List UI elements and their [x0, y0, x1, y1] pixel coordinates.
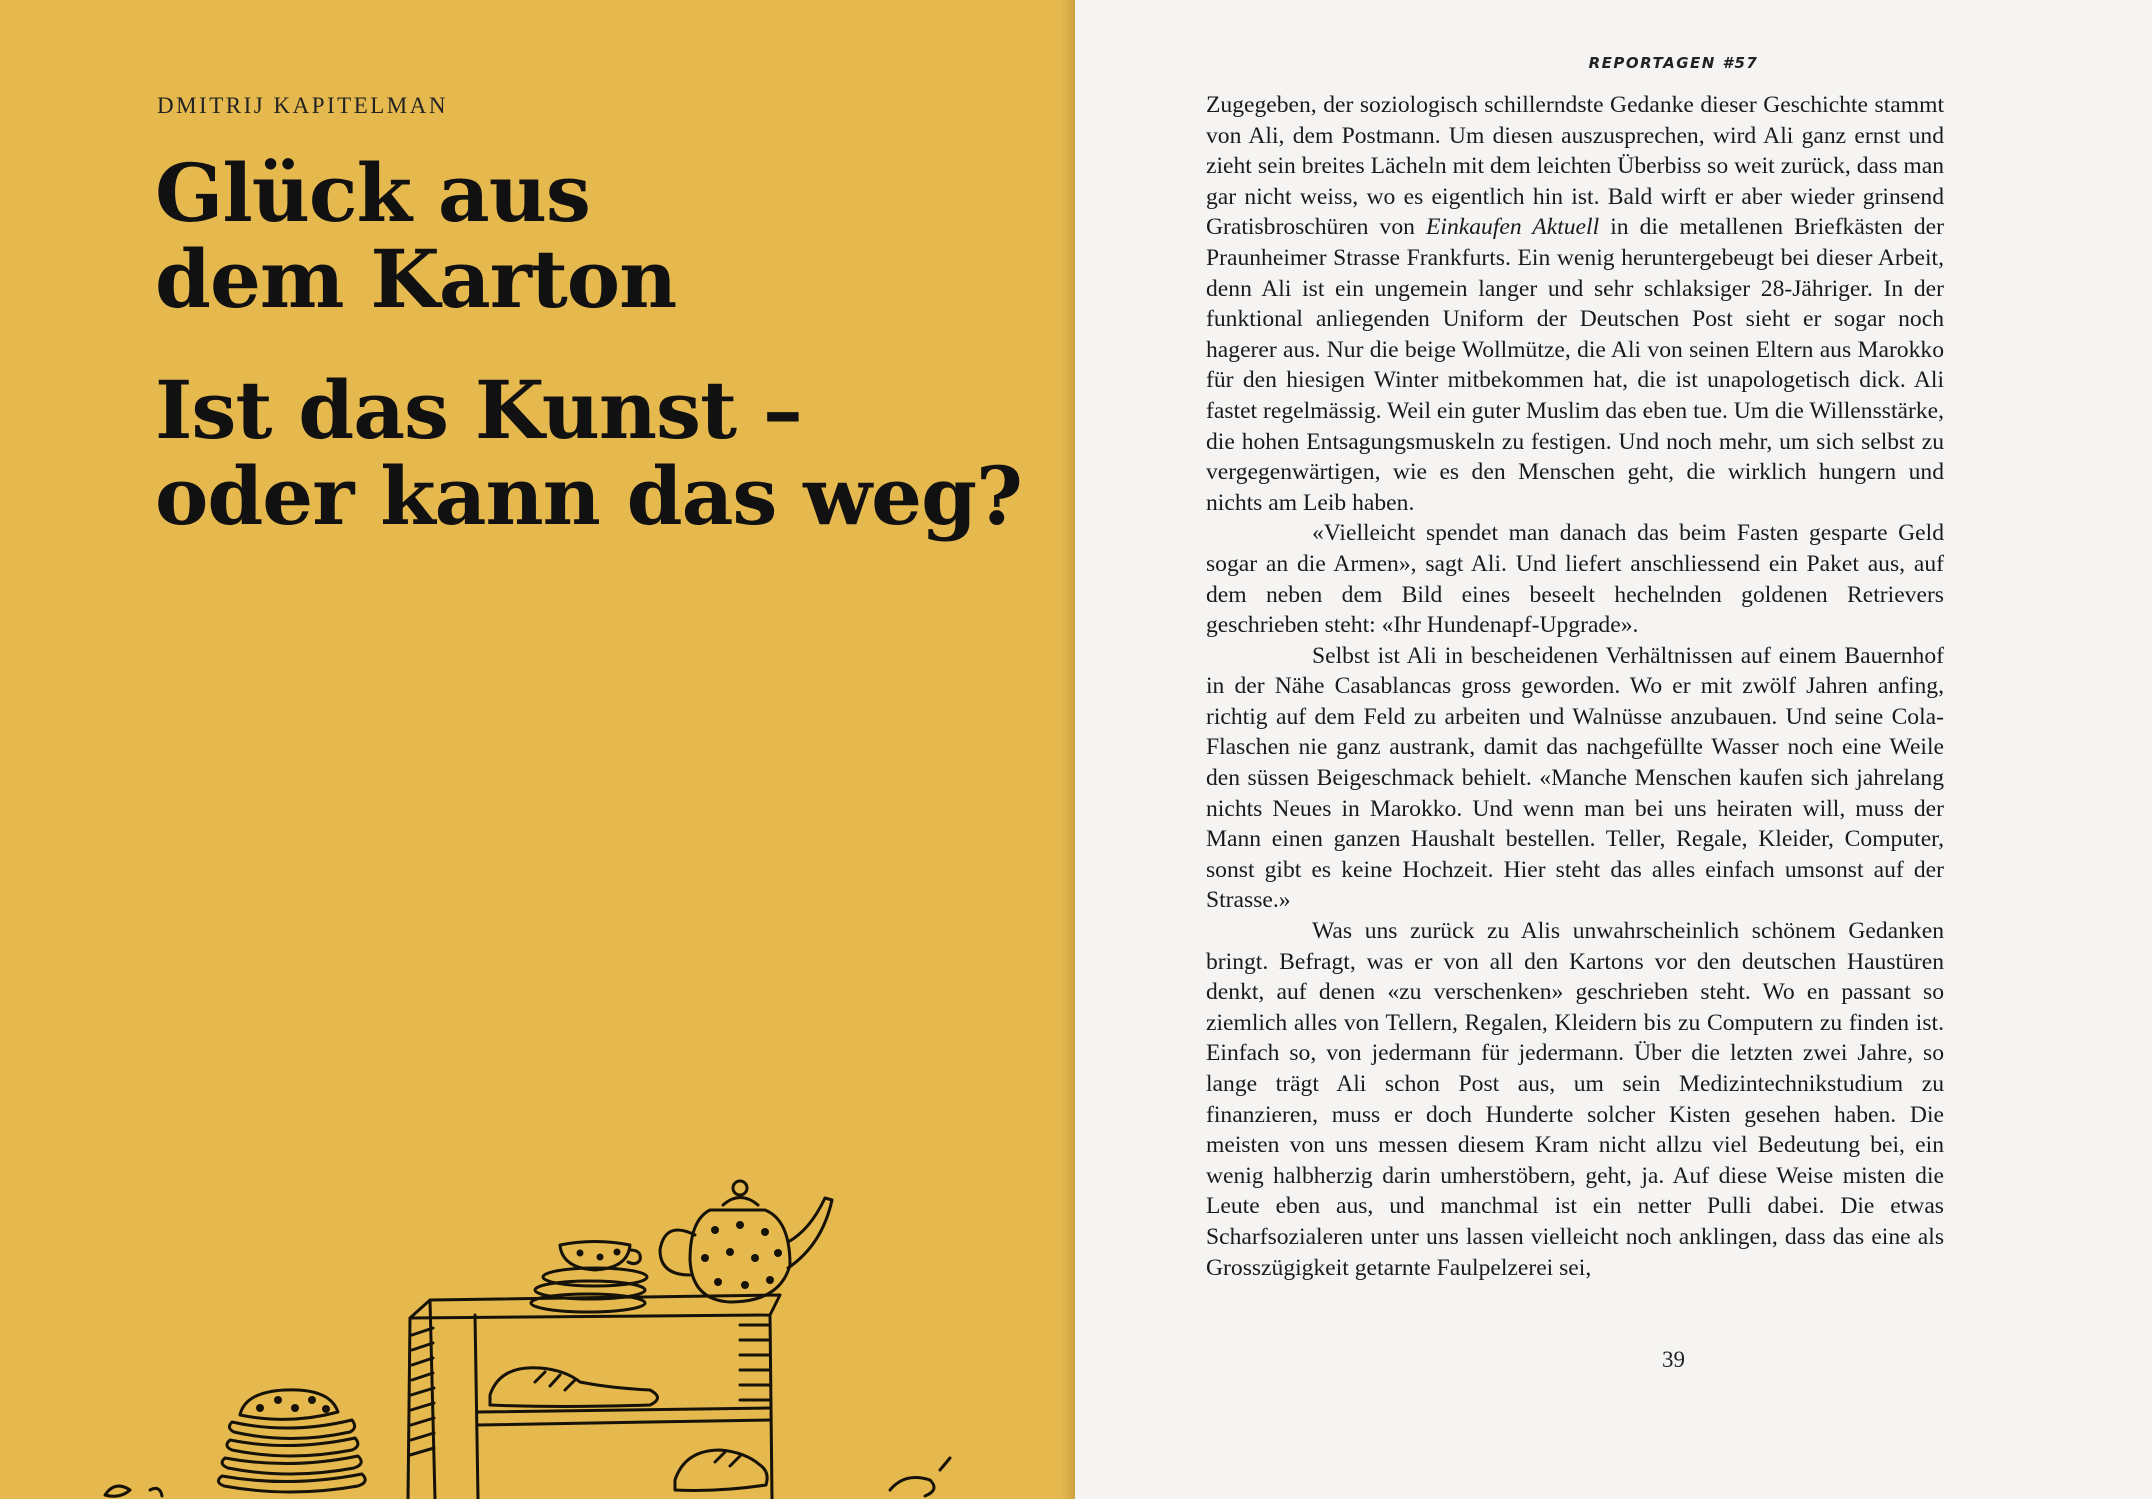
cup-drawing: [531, 1242, 647, 1313]
running-head: REPORTAGEN #57: [1588, 54, 1759, 72]
article-title: Glück aus dem Karton: [155, 146, 677, 326]
plate-stack-drawing: [218, 1390, 365, 1492]
shelf-drawing: [408, 1295, 780, 1499]
body-paragraph: «Vielleicht spendet man danach das beim Fasten gesparte Geld sogar an die Armen», sagt Ali. Und liefert anschliessend ein Paket aus, auf dem neben dem Bild eines beseelt hechelnden goldenen Retrievers geschrieben steht: «Ihr Hundenapf-Upgrade».: [1206, 520, 1944, 639]
body-paragraph: Zugegeben, der soziologisch schillerndste Gedanke dieser Geschichte stammt von Ali, dem Postmann. Um diesen auszusprechen, wird Ali ganz ernst und zieht sein breites Lächeln mit dem leichten Überbiss so weit zurück, dass man gar nicht weiss, wo es eigentlich hin ist. Bald wirft er aber wieder grinsend Gratisbroschüren von Einkaufen Aktuell in die metallenen Briefkästen der Praunheimer Strasse Frankfurts. Ein wenig heruntergebeugt bei dieser Arbeit, denn Ali ist ein ungemein langer und sehr schlaksiger 28-Jähriger. In der funktional anliegenden Uniform der Deutschen Post sieht er sogar noch hagerer aus. Nur die beige Wollmütze, die Ali von seinen Eltern aus Marokko für den hiesigen Winter mitbekommen hat, die ist unapologetisch dick. Ali fastet regelmässig. Weil ein guter Muslim das eben tue. Um die Willensstärke, die hohen Entsagungsmuskeln zu festigen. Und noch mehr, um sich selbst zu vergegenwärtigen, wie es den Menschen geht, die wirklich hungern und nichts am Leib haben.: [1206, 92, 1945, 516]
body-paragraph: Selbst ist Ali in bescheidenen Verhältnissen auf einem Bauernhof in der Nähe Casablancas gross geworden. Wo er mit zwölf Jahren anfing, richtig auf dem Feld zu arbeiten und Walnüsse anzubauen. Und seine Cola-Flaschen nie ganz austrank, damit das nachgefüllte Wasser noch eine Weile den süssen Beigeschmack behielt. «Manche Menschen kaufen sich jahrelang nichts Neues in Marokko. Und wenn man bei uns heiraten will, muss der Mann einen ganzen Haushalt bestellen. Teller, Regale, Kleider, Computer, sonst gibt es keine Hochzeit. Hier steht das alles einfach umsonst auf der Strasse.»: [1206, 642, 1944, 914]
page-number: 39: [1662, 1347, 1685, 1372]
article-subtitle: Ist das Kunst – oder kann das weg?: [155, 363, 1022, 543]
article-body: [1206, 90, 1944, 1283]
household-items-illustration: [90, 1150, 990, 1499]
teapot-drawing: [660, 1181, 832, 1302]
author-name: DMITRIJ KAPITELMAN: [157, 93, 448, 118]
left-page: [0, 0, 1075, 1499]
body-paragraph: Was uns zurück zu Alis unwahrscheinlich schönem Gedanken bringt. Befragt, was er von all den Kartons vor den deutschen Haustüren denkt, auf denen «zu verschenken» geschrieben steht. Wo en passant so ziemlich alles von Tellern, Regalen, Kleidern bis zu Computern zu finden ist. Einfach so, von jedermann für jedermann. Über die letzten zwei Jahre, so lange trägt Ali schon Post aus, um sein Medizintechnikstudium zu finanzieren, muss er doch Hunderte solcher Kisten gesehen haben. Die meisten von uns messen diesem Kram nicht allzu viel Bedeutung bei, ein wenig halbherzig darin umherstöbern, geht, ja. Auf diese Weise misten die Leute eben aus, und manchmal ist ein netter Pulli dabei. Die etwas Scharfsozialeren unter uns lassen vielleicht noch anklingen, dass das eine als Grosszügigkeit getarnte Faulpelzerei sei,: [1206, 918, 1944, 1281]
right-page: [1075, 0, 2152, 1499]
magazine-title-italic: Einkaufen Aktuell: [1426, 214, 1600, 241]
